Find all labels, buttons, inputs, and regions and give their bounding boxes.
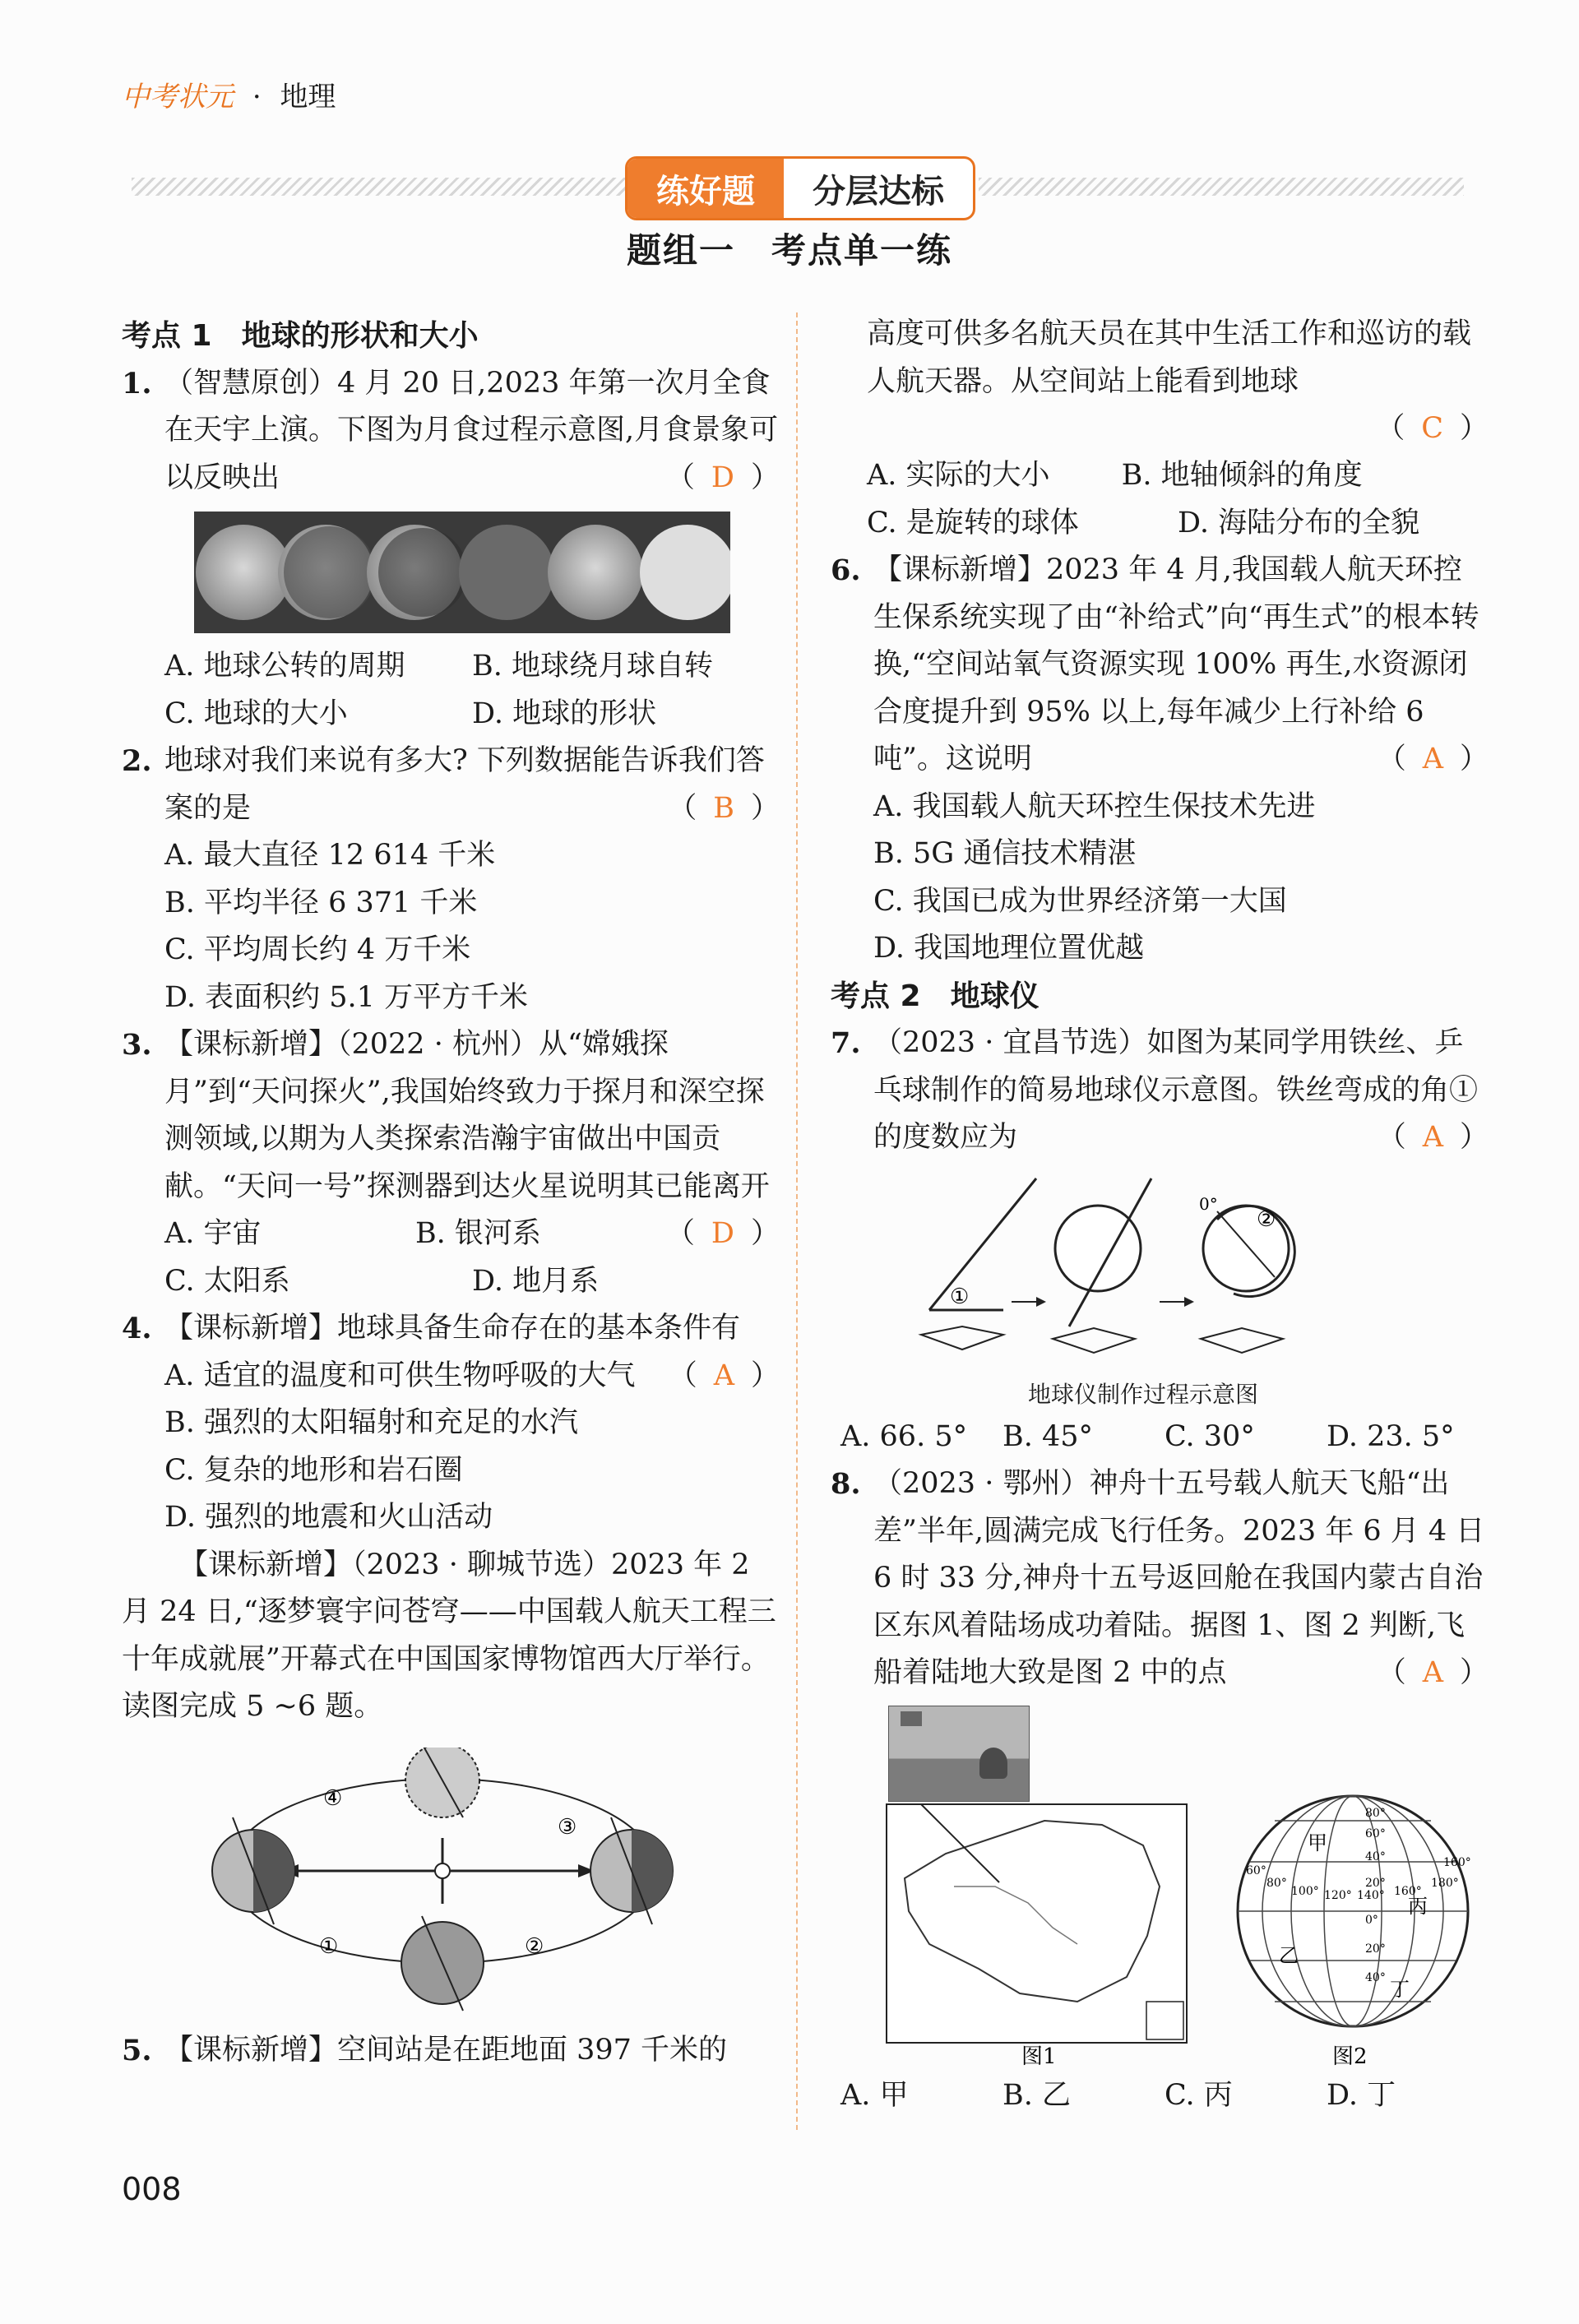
fig7-label-0: 0° [1199,1193,1218,1214]
q4-answer: （ A ） [668,1359,780,1392]
lon-160w: 160° [1443,1855,1471,1869]
q1-answer: （ D ） [665,461,780,494]
q7-answer: （ A ） [1377,1121,1489,1154]
eclipse-moons [194,512,730,633]
q1-option-d: D. 地球的形状 [472,697,657,730]
q5-answer: （ C ） [1376,412,1489,445]
q2-answer: （ B ） [668,791,780,825]
q5-answer-line [831,405,1489,452]
q5-answer-value: C [1421,412,1443,445]
earth-bottom [401,1916,484,2011]
point-bing: 丙 [1408,1894,1428,1918]
orbit-label-2: ② [525,1933,544,1959]
q7-option-a: A. 66. 5° [840,1419,968,1453]
q7-text: （2023 · 宜昌节选）如图为某同学用铁丝、乒乓球制作的简易地球仪示意图。铁丝弯成的角①的度数应为 [873,1026,1479,1154]
q8-options [831,2072,1489,2120]
orbit-label-4: ④ [323,1785,343,1811]
globe-making-diagram [913,1170,1373,1376]
q1-text: （智慧原创）4 月 20 日,2023 年第一次月全食在天宇上演。下图为月食过程示意图,月食景象可以反映出 [164,366,779,494]
orbit-svg [196,1748,689,2019]
q2-answer-value: B [713,791,734,825]
header-dot: · [252,81,262,113]
earth-right [590,1817,673,1924]
lon-60: 60° [1246,1863,1266,1877]
q3-option-b: B. 银河系 [414,1217,541,1250]
q4-option-c: C. 复杂的地形和岩石圈 [164,1453,463,1487]
q8-answer: （ A ） [1377,1656,1489,1689]
lat-0: 0° [1365,1913,1378,1927]
q7-answer-value: A [1422,1121,1443,1154]
globe-figure-2 [1238,1796,1471,2026]
figure-2-label: 图2 [1332,2044,1368,2067]
q4-text: 【课标新增】地球具备生命存在的基本条件有 [164,1312,741,1345]
landing-svg [831,1697,1489,2067]
q7-number: 7. [831,1026,861,1060]
figure-1-label: 图1 [1021,2044,1057,2067]
lon-100: 100° [1291,1884,1319,1898]
q7-figure-caption: 地球仪制作过程示意图 [1027,1380,1258,1408]
q6-option-d: D. 我国地理位置优越 [873,932,1145,965]
lat-40: 40° [1365,1849,1386,1863]
landing-figures [831,1697,1489,2067]
q5-options-row1 [831,452,1376,500]
intro-5-6: 【课标新增】（2023 · 聊城节选）2023 年 2 月 24 日,“逐梦寰宇问苍穹——中国载人航天工程三十年成就展”开幕式在中国国家博物馆西大厅举行。读图完成 5 ~6 题。 [122,1548,776,1723]
lat-20: 20° [1365,1876,1386,1890]
section-banner [132,156,1464,215]
q4-number: 4. [122,1312,152,1345]
fig7-label-2: ② [1257,1206,1276,1232]
lat-60: 60° [1365,1826,1386,1840]
q1-option-a: A. 地球公转的周期 [164,650,405,683]
q8-option-b: B. 乙 [1003,2078,1071,2112]
earth-orbit-diagram [196,1748,689,2019]
point-yi: 乙 [1279,1943,1299,1967]
q2-option-a: A. 最大直径 12 614 千米 [164,839,496,872]
earth-left [212,1817,294,1924]
q4-option-b: B. 强烈的太阳辐射和充足的水汽 [164,1406,578,1439]
q7-option-b: B. 45° [1003,1419,1094,1453]
lon-140: 140° [1357,1888,1385,1902]
q6-answer-value: A [1422,743,1443,775]
q4-option-d: D. 强烈的地震和火山活动 [164,1501,493,1534]
q5-number: 5. [122,2033,152,2067]
kp2-heading: 考点 2 地球仪 [831,979,1040,1013]
q8-option-a: A. 甲 [840,2078,909,2112]
q4-answer-value: A [713,1359,734,1392]
lon-180: 180° [1431,1876,1459,1890]
orbit-label-1: ① [319,1933,339,1959]
q1-number: 1. [122,366,152,400]
page-header [122,74,336,114]
q5-options-row2 [831,500,1489,548]
column-divider [796,312,798,2130]
question-5 [122,2027,780,2075]
q2-option-b: B. 平均半径 6 371 千米 [164,886,478,919]
q1-options-row1 [122,643,780,691]
q5-cont-text: 高度可供多名航天员在其中生活工作和巡访的载人航天器。从空间站上能看到地球 [867,317,1472,398]
q6-number: 6. [831,553,861,587]
point-ding: 丁 [1390,1977,1410,2001]
q3-option-c: C. 太阳系 [164,1264,290,1298]
lunar-eclipse-photo [194,512,730,633]
q8-number: 8. [831,1467,861,1501]
banner-right-label: 分层达标 [813,172,944,211]
q1-option-c: C. 地球的大小 [164,697,348,730]
kp1-heading: 考点 1 地球的形状和大小 [122,319,479,353]
left-column [122,312,780,2074]
lat-40s: 40° [1365,1970,1386,1984]
q2-option-d: D. 表面积约 5.1 万平方千米 [164,980,528,1014]
lat-80: 80° [1365,1806,1386,1820]
earth-top [405,1748,479,1817]
banner-hatch-left [132,178,641,196]
q3-answer: （ D ） [665,1217,780,1250]
point-jia: 甲 [1308,1831,1327,1854]
q6-answer: （ A ） [1377,743,1489,775]
q6-text: 【课标新增】2023 年 4 月,我国载人航天环控生保系统实现了由“补给式”向“再生式”的根本转换,“空间站氧气资源实现 100% 再生,水资源闭合度提升到 95% 以上,每年减少上行补给 6 吨”。这说明 [873,553,1479,775]
lon-120: 120° [1324,1888,1352,1902]
q8-option-d: D. 丁 [1327,2078,1396,2112]
q2-number: 2. [122,744,152,778]
question-7 [831,1020,1489,1162]
banner-hatch-right [979,178,1464,196]
brand-logo: 中考状元 [122,81,234,113]
q8-option-c: C. 丙 [1165,2078,1233,2112]
q7-options [831,1414,1489,1461]
question-1 [122,360,780,502]
q7-option-d: D. 23. 5° [1327,1419,1455,1453]
q8-answer-value: A [1422,1656,1443,1689]
lat-20s: 20° [1365,1942,1386,1956]
q8-text: （2023 · 鄂州）神舟十五号载人航天飞船“出差”半年,圆满完成飞行任务。2023 年 6 月 4 日 6 时 33 分,神舟十五号返回舱在我国内蒙古自治区东风着陆场成功着陆。据图 1、图 2 判断,飞船着陆地大致是图 2 中的点 [873,1467,1485,1689]
q7-option-c: C. 30° [1165,1419,1255,1453]
globe-making-svg [913,1170,1373,1376]
q5-option-b: B. 地轴倾斜的角度 [1121,459,1363,492]
question-2 [122,738,780,832]
q1-option-b: B. 地球绕月球自转 [472,650,713,683]
q2-option-c: C. 平均周长约 4 万千米 [164,933,471,966]
right-column [831,311,1489,2119]
q6-option-c: C. 我国已成为世界经济第一大国 [873,884,1287,918]
q3-text: 【课标新增】（2022 · 杭州）从“嫦娥探月”到“天问探火”,我国始终致力于探月和深空探测领域,以期为人类探索浩瀚宇宙做出中国贡献。“天问一号”探测器到达火星说明其已能离开 [164,1028,770,1203]
q1-answer-value: D [711,461,734,494]
q3-option-d: D. 地月系 [472,1264,600,1298]
q2-text: 地球对我们来说有多大? 下列数据能告诉我们答案的是 [164,744,765,825]
group-title: 题组一 考点单一练 [626,230,952,271]
lon-160: 160° [1394,1884,1422,1898]
banner-left-label: 练好题 [627,159,784,218]
q3-number: 3. [122,1028,152,1062]
question-8 [831,1461,1489,1697]
q4-option-a: A. 适宜的温度和可供生物呼吸的大气 [164,1359,636,1392]
q3-option-a: A. 宇宙 [164,1217,262,1250]
q1-options-row2 [122,691,780,738]
q5-option-a: A. 实际的大小 [867,459,1050,492]
q3-options-row1 [122,1211,666,1258]
q3-answer-value: D [711,1217,734,1250]
fig7-label-angle: ① [950,1284,970,1309]
banner-pill [625,156,975,220]
q5-option-c: C. 是旋转的球体 [867,506,1079,539]
q3-options-row2 [122,1258,780,1306]
q6-option-a: A. 我国载人航天环控生保技术先进 [873,789,1316,823]
q5-text: 【课标新增】空间站是在距地面 397 千米的 [164,2033,728,2067]
subject-label: 地理 [280,81,336,113]
lon-80: 80° [1266,1876,1287,1890]
q5-option-d: D. 海陆分布的全貌 [1178,506,1420,539]
question-5-cont [831,311,1489,405]
question-6 [831,547,1489,784]
q6-option-b: B. 5G 通信技术精湛 [873,837,1137,870]
orbit-label-3: ③ [558,1814,577,1840]
page-number: 008 [122,2171,182,2207]
